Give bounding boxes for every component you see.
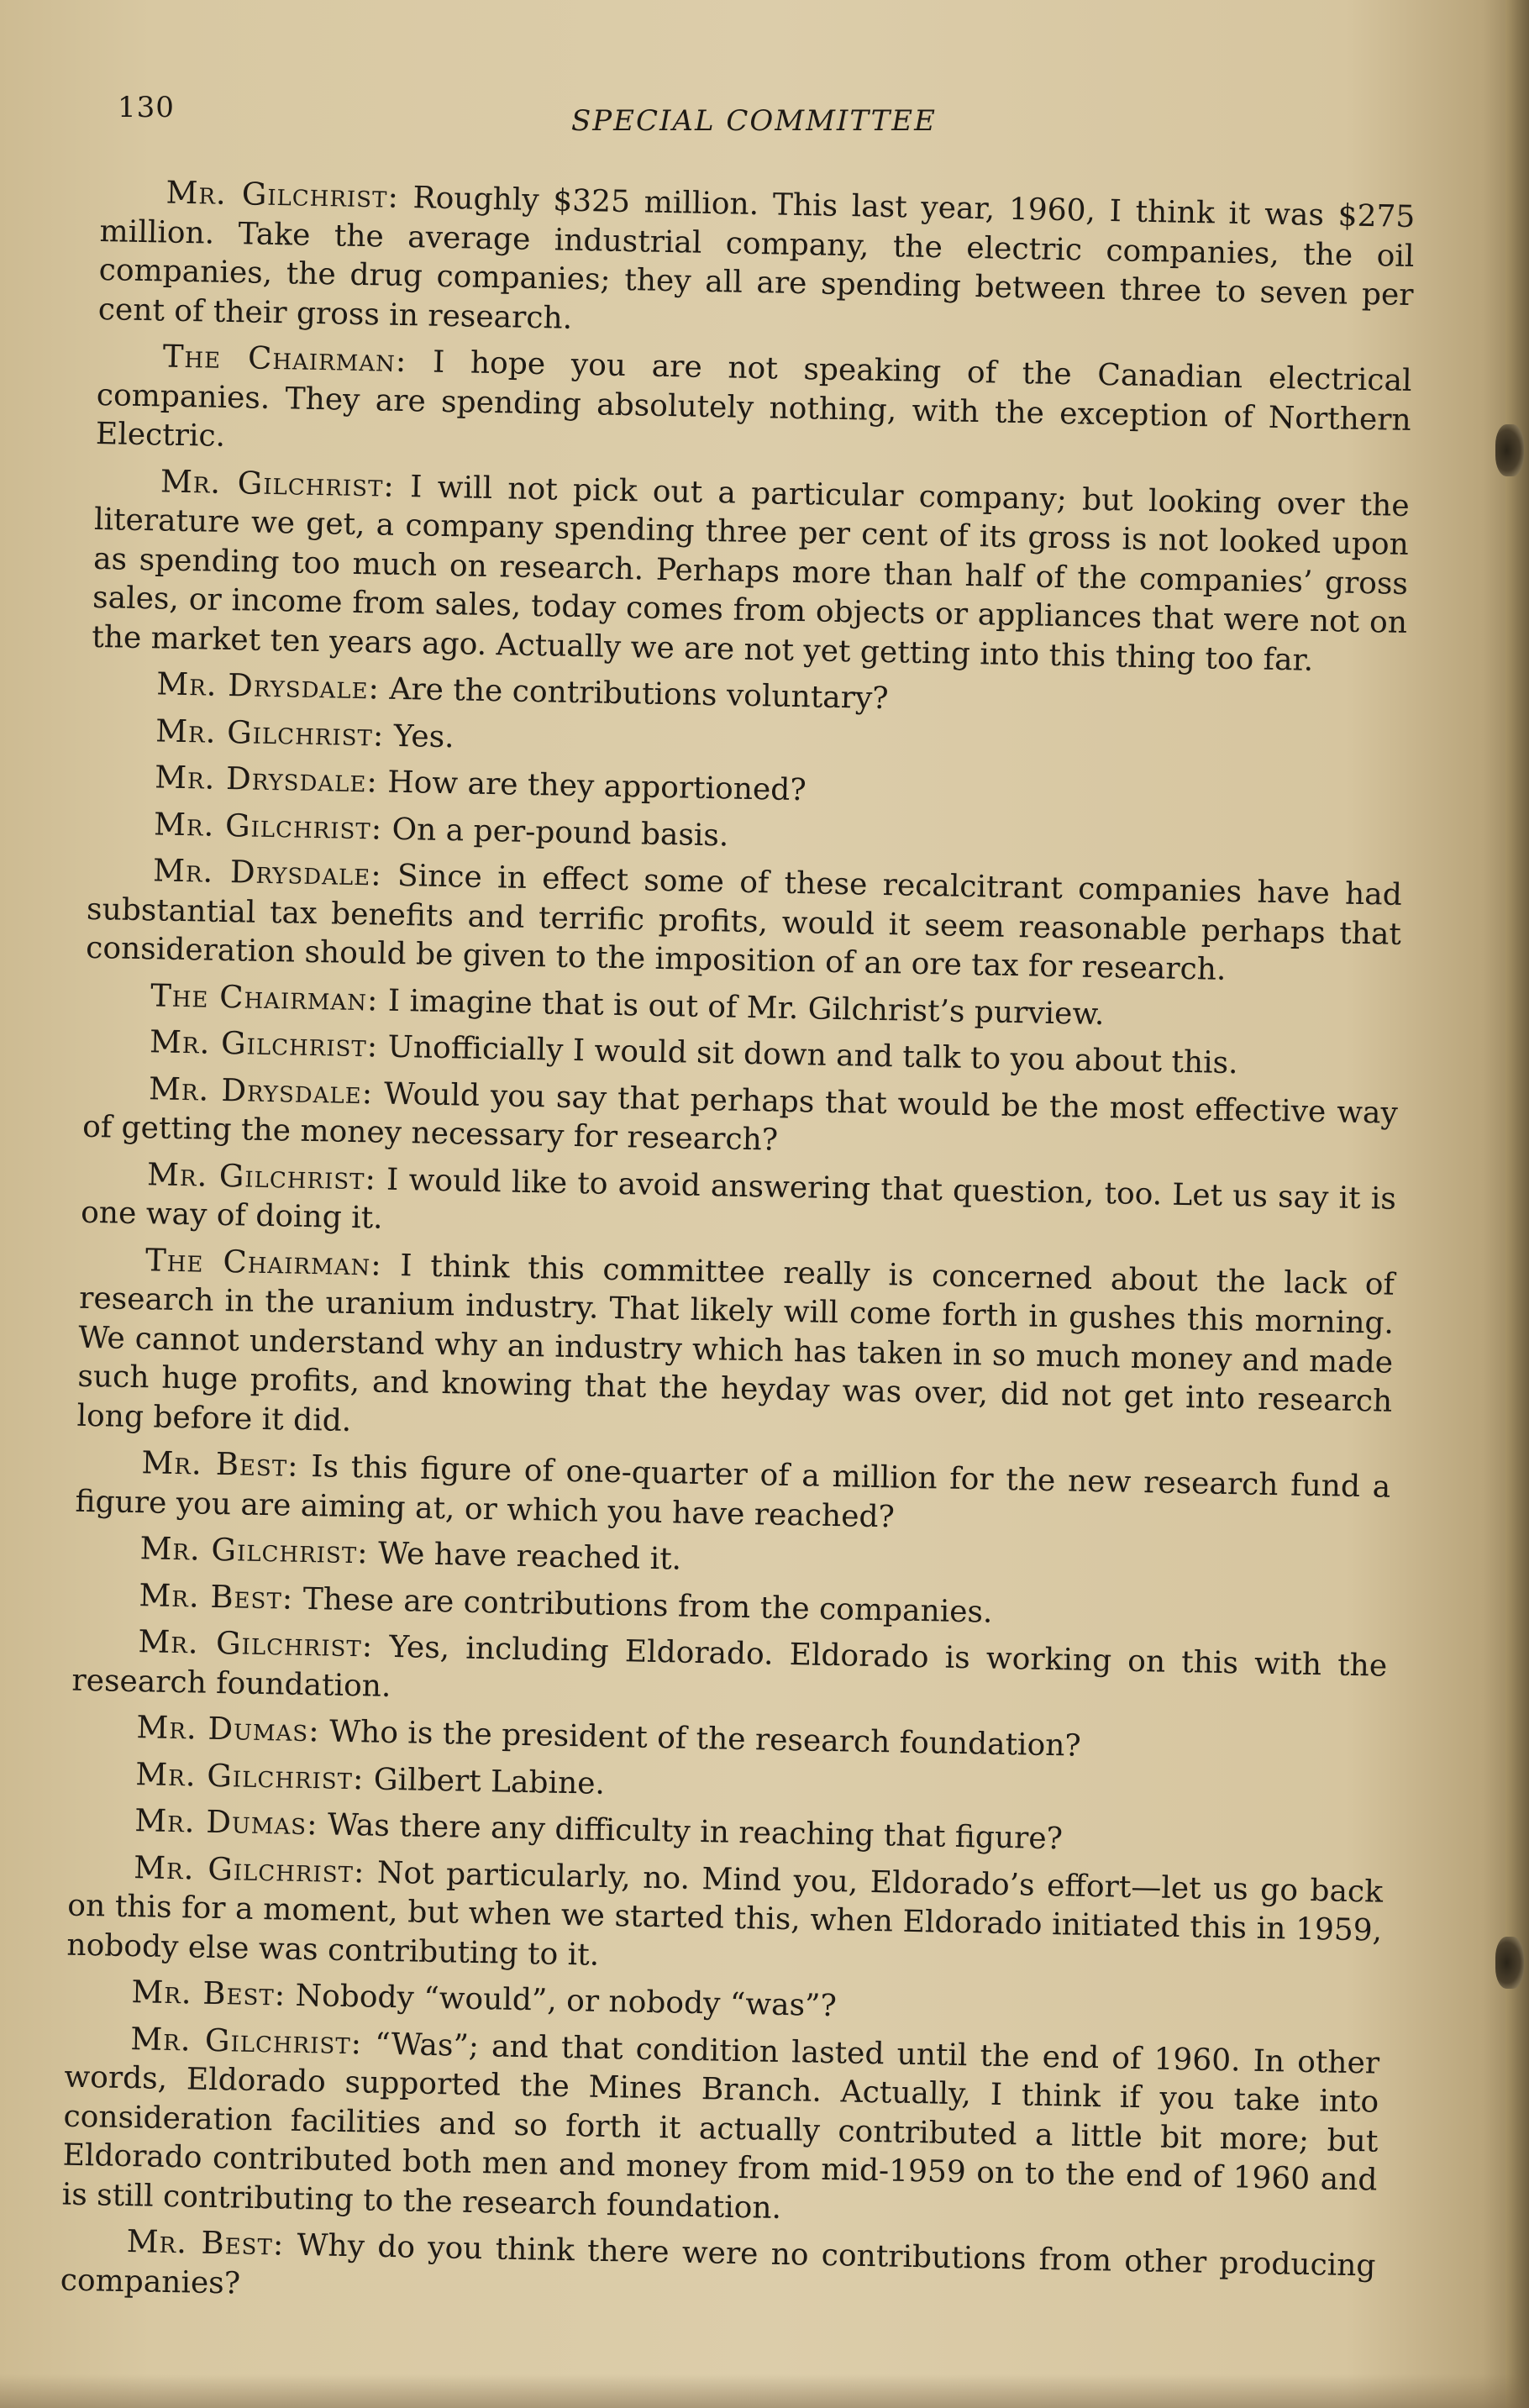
speech-text: I will not pick out a particular company; but looking over the literature we get, a company spending three per cent of its gross is not looked upon as spending too much on research. Perhaps more than half of the companies’ gross sales, or income from sales, today comes from objects or appliances that were not on the market ten years ago. Actually we are not yet getting into this thing too far. (91, 469, 1411, 678)
speech-text: I hope you are not speaking of the Canadian electrical companies. They are spending absolutely nothing, with the exception of Northern Electric. (95, 344, 1412, 454)
speech-text: Why do you think there were no contributions from other producing companies? (60, 2227, 1376, 2301)
speaker-name: Mr. Gilchrist: (139, 1530, 370, 1571)
speech-text: Are the contributions voluntary? (379, 671, 889, 717)
speech-text: Yes. (383, 718, 455, 754)
speaker-name: Mr. Gilchrist: (149, 1023, 379, 1065)
exchange-paragraph (86, 850, 1402, 994)
exchange-paragraph (75, 1443, 1391, 1547)
speaker-name: Mr. Gilchrist: (153, 805, 383, 847)
speaker-name: Mr. Gilchrist: (138, 1623, 374, 1664)
exchange-paragraph (66, 1847, 1383, 1990)
speech-text: How are they apportioned? (377, 765, 807, 808)
page-bottom-shadow (0, 2374, 1529, 2408)
speaker-name: Mr. Best: (126, 2223, 285, 2263)
punch-hole-icon (1495, 1937, 1524, 1989)
speech-text: Was there any difficulty in reaching that figure? (318, 1807, 1064, 1857)
page-number: 130 (118, 91, 175, 124)
speaker-name: Mr. Gilchrist: (155, 712, 385, 754)
speech-text: Since in effect some of these recalcitrant companies have had substantial tax benefits and terrific profits, would it seem reasonable perhaps that consideration should be given to the imposition of an ore tax for research. (85, 858, 1403, 987)
exchange-paragraph (71, 1622, 1388, 1726)
speaker-name: Mr. Dumas: (136, 1709, 321, 1749)
running-head: SPECIAL COMMITTEE (571, 104, 937, 138)
speech-text: Gilbert Labine. (364, 1761, 606, 1801)
speaker-name: Mr. Gilchrist: (129, 2020, 363, 2061)
speech-text: “Was”; and that condition lasted until the end of 1960. In other words, Eldorado supported the Mines Branch. Actually, I think if you take into consideration facilities and so forth it actually contributed a little bit more; but Eldorado contributed both men and money from mid-1959 on to the end of 1960 and is still contributing to the research foundation. (61, 2026, 1380, 2226)
speaker-name: Mr. Drysdale: (152, 852, 383, 893)
speaker-name: Mr. Gilchrist: (160, 462, 396, 504)
speaker-name: Mr. Drysdale: (154, 759, 379, 800)
speech-text: Not particularly, no. Mind you, Eldorado’s effort—let us go back on this for a moment, but when we started this, when Eldorado initiated this in 1959, nobody else was contributing to it. (66, 1854, 1384, 1973)
speech-text: Nobody “would”, or nobody “was”? (285, 1978, 838, 2024)
speech-text: Would you say that perhaps that would be the most effective way of getting the money necessary for research? (81, 1075, 1399, 1158)
speech-text: Is this figure of one-quarter of a million for the new research fund a figure you are aiming at, or which you have reached? (75, 1448, 1391, 1534)
speech-text: We have reached it. (368, 1536, 682, 1577)
exchange-paragraph (92, 460, 1410, 682)
speech-text: Yes, including Eldorado. Eldorado is working on this with the research foundation. (71, 1629, 1388, 1704)
speaker-name: Mr. Gilchrist: (133, 1848, 365, 1890)
speech-text: Roughly $325 million. This last year, 1960, I think it was $275 million. Take the average industrial company, the electric companies, the oil companies, the drug companies; they all are spending between three to seven per cent of their gross in research. (97, 180, 1416, 336)
speaker-name: Mr. Best: (131, 1974, 286, 2013)
speaker-name: Mr. Dumas: (134, 1802, 318, 1843)
speaker-name: Mr. Drysdale: (155, 665, 381, 707)
speech-text: On a per-pound basis. (381, 812, 729, 853)
speaker-name: Mr. Best: (139, 1576, 294, 1617)
transcript-body (60, 172, 1415, 2332)
exchange-paragraph (97, 172, 1415, 355)
exchange-paragraph (82, 1068, 1399, 1172)
exchange-paragraph (96, 336, 1412, 480)
speech-text: These are contributions from the companies. (292, 1581, 993, 1630)
speaker-name: Mr. Drysdale: (148, 1070, 374, 1111)
speaker-name: The Chairman: (144, 1241, 383, 1283)
speech-text: Unofficially I would sit down and talk to you about this. (377, 1029, 1238, 1081)
speaker-name: The Chairman: (162, 338, 407, 380)
page-binding-edge (1505, 0, 1529, 2408)
exchange-paragraph (81, 1154, 1397, 1258)
speech-text: I would like to avoid answering that question, too. Let us say it is one way of doing it. (80, 1162, 1397, 1236)
exchange-paragraph (76, 1239, 1395, 1461)
speech-text: I imagine that is out of Mr. Gilchrist’s purview. (378, 983, 1105, 1032)
speaker-name: Mr. Gilchrist: (166, 174, 400, 215)
speaker-name: Mr. Best: (141, 1444, 300, 1484)
exchange-paragraph (61, 2018, 1379, 2240)
speaker-name: Mr. Gilchrist: (146, 1155, 377, 1197)
exchange-paragraph (60, 2221, 1376, 2326)
speech-text: Who is the president of the research foundation? (319, 1714, 1082, 1764)
speaker-name: Mr. Gilchrist: (135, 1755, 365, 1796)
speech-text: I think this committee really is concerned about the lack of research in the uranium industry. That likely will come forth in gushes this morning. We cannot understand why an industry which has taken in so much money and made such huge profits, and knowing that the heyday was over, did not get into research long before it did. (76, 1248, 1395, 1438)
punch-hole-icon (1495, 424, 1524, 476)
speaker-name: The Chairman: (150, 976, 379, 1018)
